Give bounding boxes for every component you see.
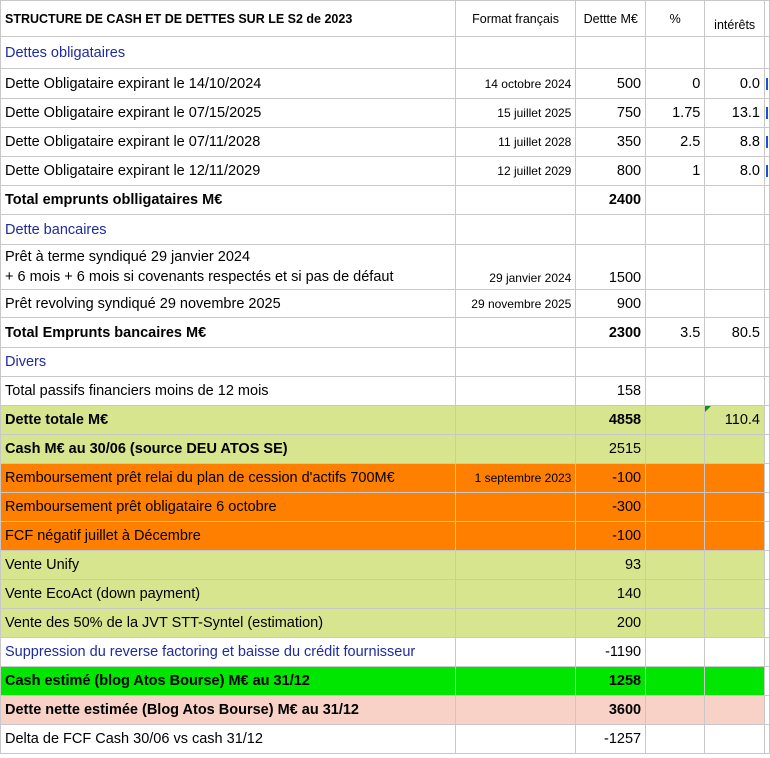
interets-cell[interactable] (705, 667, 765, 696)
overflow-cell[interactable] (765, 696, 770, 725)
row-label[interactable]: Total emprunts oblligataires M€ (1, 186, 456, 215)
dette-cell[interactable]: 93 (576, 551, 646, 580)
pct-cell[interactable] (646, 580, 705, 609)
col-header-dette[interactable]: Dettte M€ (576, 1, 646, 37)
row-label[interactable]: Remboursement prêt relai du plan de cession d'actifs 700M€ (1, 464, 456, 493)
interets-cell[interactable]: 8.8 (705, 128, 765, 157)
row-label[interactable] (1, 245, 456, 290)
interets-cell[interactable] (705, 186, 765, 215)
interets-cell[interactable] (705, 348, 765, 377)
dette-cell[interactable]: 900 (576, 290, 646, 318)
date-cell[interactable] (455, 522, 576, 551)
pct-cell[interactable]: 0 (646, 69, 705, 99)
pct-cell[interactable] (646, 725, 705, 754)
interets-cell[interactable] (705, 406, 765, 435)
dette-cell[interactable]: 1500 (576, 245, 646, 290)
date-cell[interactable]: 29 janvier 2024 (455, 245, 576, 290)
interets-cell[interactable] (705, 290, 765, 318)
pct-cell[interactable] (646, 37, 705, 69)
date-cell[interactable]: 15 juillet 2025 (455, 99, 576, 128)
date-cell[interactable] (455, 638, 576, 667)
overflow-cell[interactable] (765, 186, 770, 215)
table-row (1, 215, 770, 245)
overflow-cell[interactable] (765, 99, 770, 128)
date-cell[interactable] (455, 696, 576, 725)
dette-cell[interactable]: 350 (576, 128, 646, 157)
row-label-line: Prêt à terme syndiqué 29 janvier 2024 (5, 249, 251, 265)
pct-cell[interactable] (646, 493, 705, 522)
overflow-cell[interactable] (765, 580, 770, 609)
overflow-cell[interactable] (765, 245, 770, 290)
interets-cell[interactable] (705, 696, 765, 725)
overflow-cell[interactable] (765, 1, 770, 37)
row-label[interactable]: Dette Obligataire expirant le 12/11/2029 (1, 157, 456, 186)
section-label[interactable]: Dette bancaires (1, 215, 456, 245)
row-label[interactable]: Total Emprunts bancaires M€ (1, 318, 456, 348)
interets-cell[interactable] (705, 609, 765, 638)
overflow-cell[interactable] (765, 464, 770, 493)
interets-cell[interactable] (705, 464, 765, 493)
date-cell[interactable]: 12 juillet 2029 (455, 157, 576, 186)
interets-cell[interactable] (705, 435, 765, 464)
overflow-cell[interactable] (765, 128, 770, 157)
table-row (1, 464, 770, 493)
date-cell[interactable]: 14 octobre 2024 (455, 69, 576, 99)
interets-cell[interactable] (705, 725, 765, 754)
overflow-cell[interactable] (765, 435, 770, 464)
dette-cell[interactable]: -100 (576, 464, 646, 493)
table-row (1, 99, 770, 128)
interets-cell[interactable] (705, 551, 765, 580)
dette-cell[interactable]: -1257 (576, 725, 646, 754)
date-cell[interactable] (455, 186, 576, 215)
table-row (1, 493, 770, 522)
section-label[interactable]: Divers (1, 348, 456, 377)
comment-indicator (705, 406, 711, 412)
overflow-marker (766, 78, 768, 90)
row-label[interactable]: Dette Obligataire expirant le 07/11/2028 (1, 128, 456, 157)
col-header-interets[interactable]: intérêts (705, 1, 765, 37)
interets-cell[interactable]: 13.1 (705, 99, 765, 128)
sheet-title[interactable]: STRUCTURE DE CASH ET DE DETTES SUR LE S2 de 2023 (1, 1, 456, 37)
dette-cell[interactable]: 2400 (576, 186, 646, 215)
date-cell[interactable] (455, 377, 576, 406)
overflow-cell[interactable] (765, 377, 770, 406)
pct-cell[interactable]: 3.5 (646, 318, 705, 348)
table-row (1, 667, 770, 696)
interets-cell[interactable] (705, 215, 765, 245)
table-row (1, 318, 770, 348)
table-row (1, 348, 770, 377)
date-cell[interactable] (455, 580, 576, 609)
pct-cell[interactable] (646, 638, 705, 667)
col-header-pct[interactable]: % (646, 1, 705, 37)
table-row (1, 128, 770, 157)
date-cell[interactable] (455, 406, 576, 435)
pct-cell[interactable] (646, 464, 705, 493)
dette-cell[interactable]: -100 (576, 522, 646, 551)
date-cell[interactable]: 29 novembre 2025 (455, 290, 576, 318)
table-row (1, 435, 770, 464)
overflow-cell[interactable] (765, 667, 770, 696)
date-cell[interactable] (455, 551, 576, 580)
overflow-cell[interactable] (765, 493, 770, 522)
date-cell[interactable] (455, 725, 576, 754)
dette-cell[interactable]: 750 (576, 99, 646, 128)
row-label[interactable]: Prêt revolving syndiqué 29 novembre 2025 (1, 290, 456, 318)
interets-cell[interactable] (705, 493, 765, 522)
interets-cell[interactable] (705, 522, 765, 551)
table-row (1, 290, 770, 318)
table-row (1, 638, 770, 667)
row-label[interactable]: Remboursement prêt obligataire 6 octobre (1, 493, 456, 522)
date-cell[interactable] (455, 667, 576, 696)
dette-cell[interactable]: 158 (576, 377, 646, 406)
dette-cell[interactable] (576, 348, 646, 377)
pct-cell[interactable] (646, 290, 705, 318)
date-cell[interactable] (455, 348, 576, 377)
pct-cell[interactable] (646, 186, 705, 215)
interets-cell[interactable] (705, 580, 765, 609)
overflow-cell[interactable] (765, 37, 770, 69)
pct-cell[interactable] (646, 522, 705, 551)
overflow-cell[interactable] (765, 318, 770, 348)
overflow-cell[interactable] (765, 406, 770, 435)
date-cell[interactable] (455, 318, 576, 348)
dette-cell[interactable]: 3600 (576, 696, 646, 725)
pct-cell[interactable] (646, 348, 705, 377)
row-label[interactable]: Vente EcoAct (down payment) (1, 580, 456, 609)
dette-cell[interactable]: 500 (576, 69, 646, 99)
table-row (1, 522, 770, 551)
row-label[interactable]: FCF négatif juillet à Décembre (1, 522, 456, 551)
dette-cell[interactable]: 1258 (576, 667, 646, 696)
pct-cell[interactable] (646, 667, 705, 696)
row-label[interactable]: Vente Unify (1, 551, 456, 580)
dette-cell[interactable]: 2515 (576, 435, 646, 464)
interets-value: 110.4 (724, 412, 760, 428)
overflow-cell[interactable] (765, 69, 770, 99)
overflow-cell[interactable] (765, 215, 770, 245)
pct-cell[interactable] (646, 435, 705, 464)
date-cell[interactable] (455, 493, 576, 522)
dette-cell[interactable] (576, 215, 646, 245)
row-label[interactable]: Cash M€ au 30/06 (source DEU ATOS SE) (1, 435, 456, 464)
table-row (1, 696, 770, 725)
dette-cell[interactable]: -300 (576, 493, 646, 522)
table-row (1, 186, 770, 215)
col-header-format[interactable]: Format français (455, 1, 576, 37)
row-label[interactable]: Total passifs financiers moins de 12 mois (1, 377, 456, 406)
row-label[interactable]: Dette totale M€ (1, 406, 456, 435)
pct-cell[interactable] (646, 406, 705, 435)
dette-cell[interactable]: 800 (576, 157, 646, 186)
dette-cell[interactable]: 200 (576, 609, 646, 638)
pct-cell[interactable] (646, 215, 705, 245)
pct-cell[interactable] (646, 377, 705, 406)
interets-cell[interactable] (705, 638, 765, 667)
date-cell[interactable] (455, 37, 576, 69)
row-label[interactable]: Cash estimé (blog Atos Bourse) M€ au 31/12 (1, 667, 456, 696)
overflow-cell[interactable] (765, 522, 770, 551)
table-row (1, 609, 770, 638)
overflow-cell[interactable] (765, 348, 770, 377)
date-cell[interactable]: 1 septembre 2023 (455, 464, 576, 493)
table-row (1, 580, 770, 609)
interets-cell[interactable]: 0.0 (705, 69, 765, 99)
table-row (1, 157, 770, 186)
row-label[interactable]: Dette nette estimée (Blog Atos Bourse) M€ au 31/12 (1, 696, 456, 725)
table-row (1, 69, 770, 99)
table-row (1, 551, 770, 580)
pct-cell[interactable]: 1 (646, 157, 705, 186)
pct-cell[interactable]: 2.5 (646, 128, 705, 157)
dette-cell[interactable]: 140 (576, 580, 646, 609)
pct-cell[interactable] (646, 696, 705, 725)
overflow-cell[interactable] (765, 638, 770, 667)
table-row (1, 406, 770, 435)
section-label[interactable]: Dettes obligataires (1, 37, 456, 69)
overflow-marker (766, 136, 768, 148)
row-label[interactable]: Vente des 50% de la JVT STT-Syntel (estimation) (1, 609, 456, 638)
pct-cell[interactable] (646, 551, 705, 580)
interets-cell[interactable]: 80.5 (705, 318, 765, 348)
header-row (1, 1, 770, 37)
overflow-cell[interactable] (765, 290, 770, 318)
overflow-marker (766, 107, 768, 119)
pct-cell[interactable]: 1.75 (646, 99, 705, 128)
date-cell[interactable]: 11 juillet 2028 (455, 128, 576, 157)
overflow-cell[interactable] (765, 157, 770, 186)
dette-cell[interactable]: -1190 (576, 638, 646, 667)
table-row (1, 377, 770, 406)
row-label[interactable]: Dette Obligataire expirant le 14/10/2024 (1, 69, 456, 99)
table-row (1, 245, 770, 290)
overflow-marker (766, 165, 768, 177)
table-row (1, 37, 770, 69)
interets-cell[interactable] (705, 245, 765, 290)
row-label-line: + 6 mois + 6 mois si covenants respectés et si pas de défaut (5, 269, 394, 285)
overflow-cell[interactable] (765, 551, 770, 580)
overflow-cell[interactable] (765, 609, 770, 638)
date-cell[interactable] (455, 215, 576, 245)
date-cell[interactable] (455, 609, 576, 638)
dette-cell[interactable] (576, 37, 646, 69)
date-cell[interactable] (455, 435, 576, 464)
interets-cell[interactable]: 8.0 (705, 157, 765, 186)
interets-cell[interactable] (705, 37, 765, 69)
row-label[interactable]: Dette Obligataire expirant le 07/15/2025 (1, 99, 456, 128)
overflow-cell[interactable] (765, 725, 770, 754)
dette-cell[interactable]: 4858 (576, 406, 646, 435)
pct-cell[interactable] (646, 609, 705, 638)
row-label[interactable]: Suppression du reverse factoring et baisse du crédit fournisseur (1, 638, 456, 667)
row-label[interactable]: Delta de FCF Cash 30/06 vs cash 31/12 (1, 725, 456, 754)
table-row (1, 725, 770, 754)
interets-cell[interactable] (705, 377, 765, 406)
dette-cell[interactable]: 2300 (576, 318, 646, 348)
pct-cell[interactable] (646, 245, 705, 290)
